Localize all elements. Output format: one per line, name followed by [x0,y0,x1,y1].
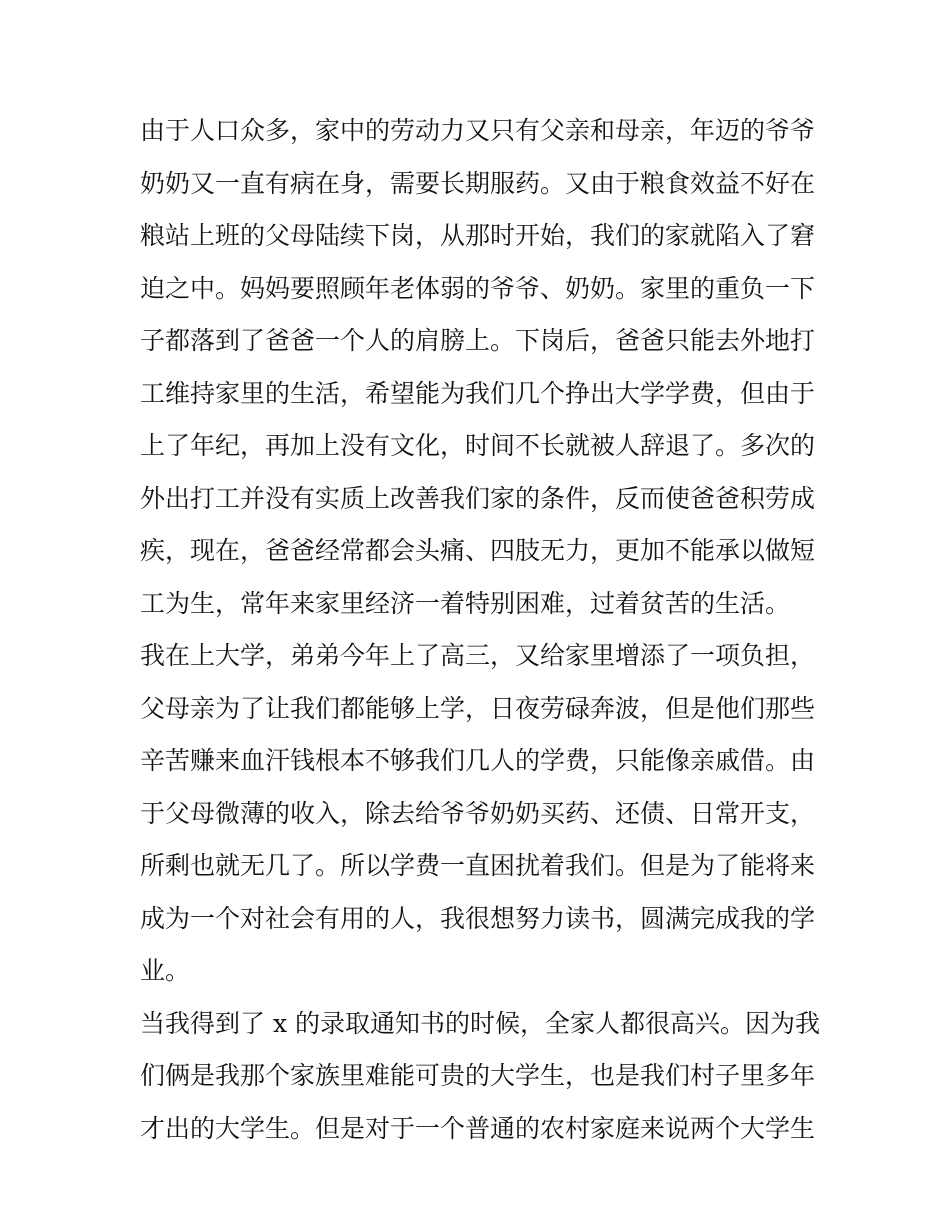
text-line: 成为一个对社会有用的人，我很想努力读书，圆满完成我的学 [140,903,816,933]
text-line: 外出打工并没有实质上改善我们家的条件，反而使爸爸积劳成 [140,483,816,513]
document-body [140,105,820,1155]
text-line: 们俩是我那个家族里难能可贵的大学生，也是我们村子里多年 [140,1061,816,1090]
text-line: 疾，现在，爸爸经常都会头痛、四肢无力，更加不能承以做短 [140,536,816,565]
text-line: 所剩也就无几了。所以学费一直困扰着我们。但是为了能将来 [140,851,816,880]
text-line: 由于人口众多，家中的劳动力又只有父亲和母亲，年迈的爷爷 [140,116,816,145]
text-line: 父母亲为了让我们都能够上学，日夜劳碌奔波，但是他们那些 [140,693,816,723]
text-line: 于父母微薄的收入，除去给爷爷奶奶买药、还债、日常开支， [140,798,816,828]
text-line: 粮站上班的父母陆续下岗，从那时开始，我们的家就陷入了窘 [140,221,816,250]
text-line: 辛苦赚来血汗钱根本不够我们几人的学费，只能像亲戚借。由 [140,746,816,775]
text-line: 当我得到了 x 的录取通知书的时候，全家人都很高兴。因为我 [140,1008,820,1038]
text-line: 上了年纪，再加上没有文化，时间不长就被人辞退了。多次的 [140,431,816,460]
text-line: 迫之中。妈妈要照顾年老体弱的爷爷、奶奶。家里的重负一下 [140,273,816,303]
text-line: 我在上大学，弟弟今年上了高三，又给家里增添了一项负担， [140,641,816,670]
text-line: 子都落到了爸爸一个人的肩膀上。下岗后，爸爸只能去外地打 [140,326,816,355]
text-line: 业。 [140,956,191,985]
text-line: 才出的大学生。但是对于一个普通的农村家庭来说两个大学生 [140,1113,816,1143]
text-line: 工为生，常年来家里经济一着特别困难，过着贫苦的生活。 [140,588,791,618]
text-line: 工维持家里的生活，希望能为我们几个挣出大学学费，但由于 [140,378,816,408]
text-line: 奶奶又一直有病在身，需要长期服药。又由于粮食效益不好在 [140,168,816,198]
